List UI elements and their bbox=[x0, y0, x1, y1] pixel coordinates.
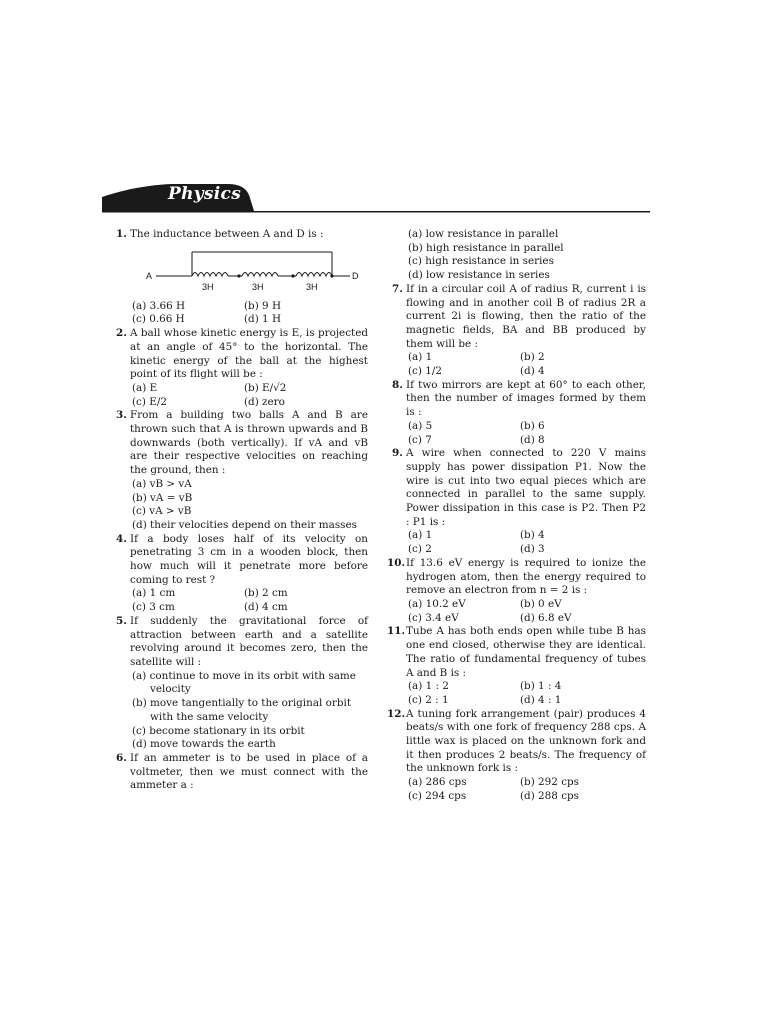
options bbox=[408, 598, 646, 625]
question-stem: Tube A has both ends open while tube B has one end closed, otherwise they are identical. The ratio of fundamental frequency of tubes A and B is : bbox=[406, 625, 646, 679]
question-stem: If a body loses half of its velocity on penetrating 3 cm in a wooden block, then how much will it penetrate more before coming to rest ? bbox=[130, 532, 368, 586]
option-b: (b) high resistance in parallel bbox=[408, 241, 564, 254]
question-10 bbox=[387, 556, 646, 626]
question-7 bbox=[392, 283, 646, 379]
question-number: 4. bbox=[116, 532, 127, 545]
question-8 bbox=[392, 379, 646, 448]
option-b: (b) 4 bbox=[520, 529, 545, 542]
option-c: (c) E/2 bbox=[132, 395, 167, 408]
question-number: 3. bbox=[116, 409, 127, 422]
option-a: (a) 1 bbox=[408, 351, 433, 364]
option-b: (b) 1 : 4 bbox=[520, 680, 562, 693]
question-stem: If two mirrors are kept at 60° to each other, then the number of images formed by them is : bbox=[406, 378, 646, 419]
question-12 bbox=[387, 707, 646, 804]
option-d: (d) 6.8 eV bbox=[520, 611, 572, 624]
question-stem: A tuning fork arrangement (pair) produces 4 beats/s with one fork of frequency 288 cps. A little wax is placed on the unknown fork and it then produces 2 beats/s. The frequency of the unknown fork is : bbox=[406, 707, 646, 775]
option-b: (b) 2 cm bbox=[244, 587, 288, 600]
question-number: 7. bbox=[392, 282, 403, 295]
question-9 bbox=[392, 447, 646, 557]
option-d: (d) 8 bbox=[520, 433, 545, 446]
question-5 bbox=[116, 615, 368, 752]
option-a: (a) 1 cm bbox=[132, 587, 176, 600]
question-1 bbox=[116, 228, 368, 327]
question-number: 2. bbox=[116, 327, 127, 340]
question-number: 11. bbox=[387, 625, 406, 638]
question-number: 8. bbox=[392, 378, 403, 391]
question-number: 12. bbox=[387, 707, 406, 720]
option-a: (a) 286 cps bbox=[408, 776, 467, 789]
option-c: (c) 2 bbox=[408, 543, 432, 556]
option-c: (c) become stationary in its orbit bbox=[132, 724, 305, 737]
junction-dot bbox=[237, 274, 240, 277]
options bbox=[408, 351, 646, 378]
question-stem: A wire when connected to 220 V mains supply has power dissipation P1. Now the wire is cut into two equal pieces which are connected in parallel to the same supply. Power dissipation in this case is P2. Then P2 : P1 is : bbox=[406, 447, 646, 528]
question-number: 10. bbox=[387, 556, 406, 569]
option-a: (a) 3.66 H bbox=[132, 299, 186, 312]
node-d-label: D bbox=[352, 270, 359, 281]
option-b: (b) move tangentially to the original orbit with the same velocity bbox=[132, 697, 352, 723]
option-a: (a) continue to move in its orbit with same velocity bbox=[132, 669, 356, 696]
coil-label: 3H bbox=[202, 281, 214, 292]
junction-dot bbox=[291, 274, 294, 277]
option-a: (a) 5 bbox=[408, 419, 433, 432]
junction-dot bbox=[330, 274, 333, 277]
question-6 bbox=[116, 752, 368, 793]
option-c: (c) vA > vB bbox=[132, 505, 192, 518]
option-a: (a) low resistance in parallel bbox=[408, 228, 559, 240]
question-stem: From a building two balls A and B are thrown such that A is thrown upwards and B downwards (both vertically). If vA and vB are their respective velocities on reaching the ground, then : bbox=[130, 409, 368, 477]
option-c: (c) high resistance in series bbox=[408, 255, 554, 268]
option-d: (d) 4 bbox=[520, 365, 545, 378]
options bbox=[408, 680, 646, 707]
inductor-coil bbox=[296, 272, 332, 276]
option-d: (d) low resistance in series bbox=[408, 269, 550, 282]
option-a: (a) 1 bbox=[408, 529, 433, 542]
question-stem: A ball whose kinetic energy is E, is projected at an angle of 45° to the horizontal. The kinetic energy of the ball at the highest point of its flight will be : bbox=[130, 327, 368, 381]
coil-label: 3H bbox=[306, 281, 318, 292]
right-column bbox=[387, 228, 646, 804]
question-number: 6. bbox=[116, 751, 127, 764]
option-d: (d) 3 bbox=[520, 543, 545, 556]
option-d: (d) zero bbox=[244, 395, 285, 408]
options bbox=[132, 587, 368, 614]
inductor-coil bbox=[242, 272, 278, 276]
option-b: (b) 9 H bbox=[244, 299, 282, 312]
option-a: (a) 10.2 eV bbox=[408, 597, 466, 610]
option-d: (d) 288 cps bbox=[520, 789, 580, 802]
option-b: (b) 6 bbox=[520, 419, 545, 432]
options bbox=[408, 776, 646, 803]
option-d: (d) move towards the earth bbox=[132, 738, 276, 751]
coil-label: 3H bbox=[252, 281, 264, 292]
option-c: (c) 7 bbox=[408, 433, 432, 446]
option-a: (a) 1 : 2 bbox=[408, 680, 449, 693]
question-number: 1. bbox=[116, 228, 127, 240]
option-b: (b) 2 bbox=[520, 351, 545, 364]
option-c: (c) 2 : 1 bbox=[408, 693, 449, 706]
question-4 bbox=[116, 533, 368, 615]
question-number: 5. bbox=[116, 614, 127, 627]
options bbox=[408, 529, 646, 556]
option-c: (c) 3 cm bbox=[132, 601, 175, 614]
question-stem: If in a circular coil A of radius R, current i is flowing and in another coil B of radius 2R a current 2i is flowing, then the ratio of the magnetic fields, BA and BB produced by them will be : bbox=[406, 282, 646, 350]
option-a: (a) E bbox=[132, 381, 158, 394]
circuit-diagram bbox=[144, 248, 364, 296]
options bbox=[132, 382, 368, 409]
option-c: (c) 0.66 H bbox=[132, 313, 185, 326]
question-6-options bbox=[392, 228, 646, 283]
option-b: (b) vA = vB bbox=[132, 491, 193, 504]
left-column bbox=[116, 228, 368, 793]
option-d: (d) 1 H bbox=[244, 313, 282, 326]
option-c: (c) 3.4 eV bbox=[408, 611, 459, 624]
inductor-coil bbox=[192, 272, 228, 276]
option-b: (b) 0 eV bbox=[520, 597, 562, 610]
option-d: (d) their velocities depend on their masses bbox=[132, 518, 357, 531]
question-2 bbox=[116, 327, 368, 409]
question-stem: The inductance between A and D is : bbox=[130, 228, 324, 240]
question-stem: If suddenly the gravitational force of attraction between earth and a satellite revolving around it becomes zero, then the satellite will : bbox=[130, 614, 368, 668]
option-d: (d) 4 : 1 bbox=[520, 693, 562, 706]
node-a-label: A bbox=[146, 270, 153, 281]
question-stem: If an ammeter is to be used in place of a voltmeter, then we must connect with the ammeter a : bbox=[130, 751, 368, 792]
option-d: (d) 4 cm bbox=[244, 601, 288, 614]
options bbox=[408, 420, 646, 447]
question-11 bbox=[387, 625, 646, 707]
option-a: (a) vB > vA bbox=[132, 477, 192, 490]
question-stem: If 13.6 eV energy is required to ionize the hydrogen atom, then the energy required to remove an electron from n = 2 is : bbox=[406, 556, 646, 597]
options bbox=[132, 300, 368, 327]
option-b: (b) 292 cps bbox=[520, 776, 580, 789]
option-c: (c) 294 cps bbox=[408, 789, 467, 802]
question-3 bbox=[116, 409, 368, 532]
question-number: 9. bbox=[392, 447, 403, 460]
section-title: Physics bbox=[168, 184, 242, 204]
option-b: (b) E/√2 bbox=[244, 381, 287, 394]
option-c: (c) 1/2 bbox=[408, 365, 442, 378]
